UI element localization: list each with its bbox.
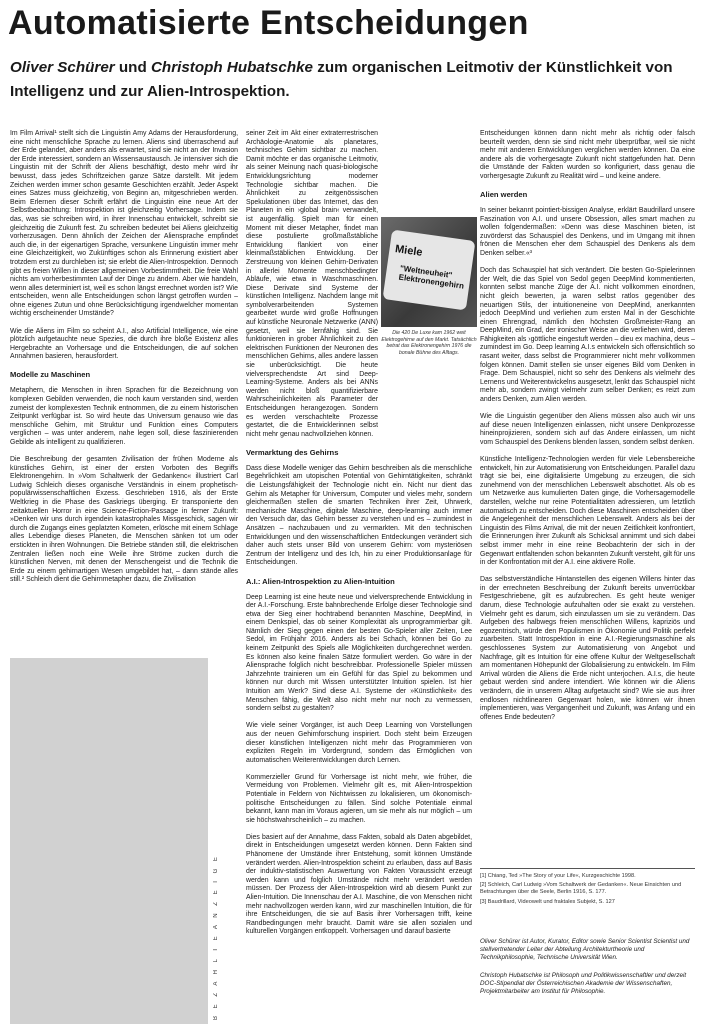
paragraph: Kommerzieller Grund für Vorhersage ist nicht mehr, wie früher, die Vermeidung von Problemen. Vielmehr gilt es, mit Alien-Introspektion Potentiale in Feldern von Nichtwissen zu lokalisieren, um ökonomisch-politische Entscheidungen zu fällen. Sind solche Potentiale einmal bekannt, kann man im Voraus agieren, um sie mehr als nur möglich – um sie höchstwahrscheinlich – zu machen.: [246, 773, 472, 824]
section-heading: A.I.: Alien-Introspektion zu Alien-Intuition: [246, 576, 395, 586]
miele-ad-photo: [381, 217, 477, 327]
advertisement-label: B E Z A H L T E A N Z E I G E: [213, 854, 219, 1020]
author-bio-1: Oliver Schürer ist Autor, Kurator, Editor sowie Senior Scientist Scientist und stellvertretender Leiter der Abteilung Architekturtheorie und Technikphilosophie, Technische Universität Wien.: [480, 938, 690, 961]
photo-slogan-text: "Weltneuheit" Elektronengehirn: [398, 263, 465, 291]
footnote: [3] Baudrillard, Videowelt und fraktales Subjekt, S. 127: [480, 898, 615, 905]
author-bio-2: Christoph Hubatschke ist Philosoph und Politikwissenschaftler und derzeit DOC-Stipendiat der Österreichischen Akademie der Wissenschaften, Projektmitarbeiter am Institut für Philosophie.: [480, 972, 687, 995]
paragraph: In seiner bekannt pointiert-bissigen Analyse, erklärt Baudrillard unsere Faszination von A.I. und unsere Obsession, alles smart machen zu wollen folgendermaßen: »Denn was diese Maschinen bieten, ist zuvörderst das Schauspiel des Denkens, und im Umgang mit ihnen frönen die Menschen eher dem Schauspiel des Denkens als dem Denken selber.«³: [480, 207, 695, 258]
author-2: Christoph Hubatschke: [150, 59, 313, 76]
paragraph: Entscheidungen können dann nicht mehr als richtig oder falsch beurteilt werden, denn sie sind nicht mehr überprüfbar, weil sie nicht mehr mit anderen Entwicklungen verglichen werden können. Da eine andere als die vorhergesagte Zukunft nicht stattgefunden hat. Denn die Umstände der Fakten wurden so konfiguriert, dass genau die vorhergesagte Zukunft zu Realität wird – und keine andere.: [480, 130, 695, 180]
article-subtitle: [10, 56, 700, 104]
paragraph: Dies basiert auf der Annahme, dass Fakten, sobald als Daten abgebildet, direkt in Entscheidungen umgesetzt werden können. Denn Fakten sind Phänomene der Umstände ihrer Entstehung, somit können Umstände verändert werden. Alien-Introspektion scheint zu erlauben, dass auf Basis der induktiv-statistischen Auswertung von Fakten Voraussicht erzeugt werden kann und folglich Umstände nicht mehr verändert werden müssen. Der Prozess der Alien-Introspektion wird ab diesem Punkt zur Alien-Intuition. Die Innenschau der A.I. Maschine, die von Menschen nicht mehr nachvollzogen werden kann, wird zur maschinellen Intuition, die für ihre Entscheidungen, die sie auf Basis ihrer Vorhersagen trifft, keine Randbedingungen mehr braucht. Damit wäre sie allen sozialen und kulturellen Vorgängen entkoppelt. Vorhersagen und darauf basierte: [246, 833, 472, 936]
paragraph: Metaphern, die Menschen in ihren Sprachen für die Bezeichnung von komplexen Gebilden verwenden, die noch kaum verstanden sind, werden zumeist der komplexesten Technik entnommen, die zu einem historischen Zeitpunkt verfügbar ist. So wird heute das Universum genauso wie das menschliche Gehirn, mit Struktur und Funktion eines Computers verglichen – was unter anderem, nahe legen soll, diese faszinierenden Gebilde als intelligent zu qualifizieren.: [10, 387, 238, 446]
subtitle-connector: und: [114, 59, 151, 76]
column-3: [480, 130, 695, 731]
column-1: [10, 130, 238, 594]
paragraph: Wie die Linguistin gegenüber den Aliens müssen also auch wir uns auf diese neuen Intelligenzen einlassen, nicht unsere Denkprozesse hineinprojizieren, sondern sich auf das Andere einlassen, um nicht vom Schauspiel des Denkens blenden lassen, sondern selbst denken.: [480, 413, 695, 446]
subtitle-text: zum organischen Leitmotiv der Künstlichkeit von Intelligenz und zur Alien-Introspektion.: [10, 59, 673, 100]
photo-caption: Die 420 De Luxe kam 1962 weit Elektrogehirne auf den Markt. Tatsächlich betrat das Elektronengehirn 1976 die bonale Bühne des Alltags.: [381, 330, 477, 356]
photo-brand-text: Miele: [394, 243, 424, 259]
footnotes: [480, 868, 695, 908]
paragraph: Wie viele seiner Vorgänger, ist auch Deep Learning von Vorstellungen aus der neuen Gehirnforschung inspiriert. Doch steht beim Erzeugen dieser künstlichen Intelligenzen nicht mehr das Programmieren von expliziten Regeln im Vordergrund, sondern das Ermöglichen von automatischen Weiterentwicklungen durch Lernen.: [246, 722, 472, 764]
section-heading: Alien werden: [480, 190, 528, 200]
article-title: Automatisierte Entscheidungen: [8, 4, 529, 42]
section-heading: Modelle zu Maschinen: [10, 370, 91, 380]
paragraph: Deep Learning ist eine heute neue und vielversprechende Entwicklung in der A.I.-Forschung. Erste bahnbrechende Erfolge dieser Technologie sind etwa der Sieg einer hochtrabend benannten Maschine, DeepMind, in einem Denkspiel, das ob seiner Komplexität als unprogrammierbar gilt. Nämlich der Sieg gegen einen der besten Go-Spieler aller Zeiten, Lee Sedol, im Frühjahr 2016. Anders als bei Schach, können bei Go zu keinem Zeitpunkt des Spiels alle Möglichkeiten durchgerechnet werden. Es können also keine finalen Sätze formuliert werden. Go wäre in der Aliensprache folglich nicht beschreibbar. Professionelle Spieler müssen Jahrzehnte trainieren um ein Gefühl für das Spiel zu bekommen und können nur durch mit Wissen unterstützter Intuition spielen. Ist hier Intuition am Werk? Sind diese A.I. Systeme der »Künstlichkeit« des Menschen fähig, die Welt also nicht mehr nur noch zu vermessen, sondern selbst zu gestalten?: [246, 593, 472, 713]
author-1: Oliver Schürer: [10, 59, 115, 76]
paragraph: Wie die Aliens im Film so scheint A.I., also Artificial Intelligence, wie eine plötzlich aufgetauchte neue Spezies, die durch ihre bloße Existenz alles Hergebrachte an Vorhersage und die Entscheidungen, die auf solchen Annahmen basieren, herausfordert.: [10, 327, 238, 361]
section-heading: Vermarktung des Gehirns: [246, 447, 339, 457]
paragraph: Künstliche Intelligenz-Technologien werden für viele Lebensbereiche entwickelt, hin zur Automatisierung von Entscheidungen. Parallel dazu trägt sie bei, eine digitalisierte Umgebung zu erzeugen, die sich zunehmend von der menschlichen Lebenswelt abschottet. Als ob es um Netzwerke aus kumulierten Daten ginge, die Vorhersagemodelle darstellen, welche nur reine Potentialitäten adressieren, um letztlich automatisch zu entscheiden. Doch diese Maschinen entscheiden über die Angelegenheit der menschlichen Lebenswelt. Anders als bei der Linguistin des Films Arrival, die mit der neuen Zeitlichkeit konfrontiert, die Erinnerungen ihrer Zukunft als Schicksal annimmt und sich dabei selbst immer mehr in eine reine Beobachterin der sich in der Gegenwart entfaltenden schon bekannten Zukunft versteht, gilt für uns in der Konfrontation mit der A.I. eine aktivere Rolle.: [480, 456, 695, 567]
paragraph: Dass diese Modelle weniger das Gehirn beschreiben als die menschliche Begehrlichkeit am utopischen Potential von Gehirntätigkeiten, schränkt die Leistungsfähigkeit der Technologie nicht ein. Nicht nur dient das Gehirn als Metapher für Universum, Computer und vieles mehr, sondern gleichermaßen stellen die smarten Techniken ihrer Zeit, Uhrwerk, mechanische Maschine, digitale Maschine, deep-learning auch immer den Versuch dar, das Gehirn besser zu verstehen und es – zumindest in Ansätzen – nachzubauen und zu vermarkten. Mit den technischen Entwicklungen und den wissenschaftlichen Entdeckungen verändert sich daher auch stets unser Bild von unserem Gehirn: vom mysteriösen Zentrum der Intelligenz und des Ich, hin zu einer Produktionsanlage für Entscheidungen.: [246, 464, 472, 567]
paragraph: seiner Zeit im Akt einer extraterrestrischen Archäologie-Anatomie als planetares, technisches Gehirn sichtbar zu machen. Damit möchte er das organische Leitmotiv, als seiner Meinung nach quasi-biologische Entwicklungsrichtung moderner Technologie sichtbar machen. Die Ähnlichkeit zu zeitgenössischen Spekulationen über das Internet, das den Planeten in ein ›global brain‹ verwandelt, ist augenfällig. Spielt man für einen Moment mit dieser Metapher, findet man diese postulierte großmaßstäbliche Entwicklung flankiert von einer kleinmaßstäblichen Entwicklung. Der Zerstreuung von kleinen Gehirn-Derivaten in allerlei Momente menschbedingter Abläufe, wie etwa in Waschmaschinen. Diese Derivate sind Systeme der künstlichen Intelligenz. Nachdem lange mit symbolverarbeitenden Systemen gearbeitet wurde wird große Hoffnungen auf künstliche Neuronale Netzwerke (ANN) gesetzt, weil sie lernfähig sind. Sie funktionieren in grober Ähnlichkeit zu den elektrischen Funktionen der Neuronen des menschlichen Gehirns, alles andere lassen sie unberücksichtigt. Die heute vielversprechendste Art sind Deep-Learning-Systeme. Anders als bei ANNs werden nicht bloß quantifizierbare Wahrscheinlichkeiten als Parameter der Entscheidungen herangezogen. Sondern es werden verschachtelte Prozesse gestartet, die die Entwicklerinnen selbst nicht mehr genau nachvollziehen können.: [246, 130, 378, 438]
advertisement-placeholder: [10, 658, 208, 1024]
footnote: [2] Schleich, Carl Ludwig »Vom Schaltwerk der Gedanken«. Neue Einsichten und Betrachtungen über die Seele, Berlin 1916, S. 177.: [480, 882, 682, 896]
paragraph: Doch das Schauspiel hat sich verändert. Die besten Go-Spielerinnen der Welt, die das Spiel von Sedol gegen DeepMind kommentierten, konnten selbst manche Züge der A.I. nicht vollkommen einordnen, nicht gleich bewerten, ja waren selbst ratlos gegenüber des neuartigen Stils, der intuitioneneine von DeepMind, anerkannten jedoch DeepMind und verliehen zum ersten Mal in der Geschichte einen Ehrengrad, nämlich den höchsten Großmeister-Rang an DeepMind, ein Grad, der ironischer Weise an die verliehen wird, deren Fähigkeiten als ›göttliche eingestuft werden – dieu ex machina, deus – zumindest im Go. Deep learning A.I.s entwickeln sich offensichtlich so rasant weiter, dass selbst die Programmierer nicht mehr vollkommen folgen können. Damit stellen sie unser eigenes Bild vom Denken in Frage. Dem Schauspiel, nicht so sehr des Denkens als vielmehr des Lernens und Weiterentwickelns ausgesetzt, lenkt das Schauspiel nicht mehr ab, sondern zwingt vielmehr zum selber Denken; es reizt zum anders Denken, zum Alien werden.: [480, 267, 695, 404]
paragraph: Die Beschreibung der gesamten Zivilisation der frühen Moderne als künstliches Gehirn, ist einer der ersten Vorboten des Begriffs Elektronengehirn. In »Vom Schaltwerk der Gedankenc« illustriert Carl Ludwig Schleich dieses organische Verständnis in einem prophetisch-populärwissenschaftlichen Exzess. Geschrieben 1916, als der Erste Weltkrieg in die Phase des Gaskriegs überging. Er transponierte den zeitaktuellen Horror in eine Science-Fiction-Passage in ferner Zukunft: »Denken wir uns durch irgendein katastrophales Missgeschick, sagen wir durch die Zugangs eines geplatzten Kometen, erlösche mit einem Schlage alles Lebendige dieses Planeten, die Menschen sänken tot um oder erstickten in ihren Wohnungen. Die Betriebe ständen still, die elektrischen Zentralen ließen noch eine Weile ihre Ströme zucken durch die künstlichen Nerven, mit denen der Menschengeist und die Technik die Erde zu einem gehirnartigen Wesen umgebildet hat, – dann stände alles still.² Schleich dient die Gehirnmetapher dazu, die Zivilisation: [10, 456, 238, 584]
paragraph: Das selbstverständliche Hintanstellen des eigenen Willens hinter das in der errechneten Beschreibung der Zukunft bereits unverrückbar Festgeschriebene, gilt es aufzubrechen. Es geht heute weniger darum, diese Technologie aufzuhalten oder sie exakt zu verstehen. Vielmehr geht es darum, sich einzulassen um sie zu verändern. Das Aufgeben des halbwegs freien menschlichen Willens, kapriziös und egozentrisch, würde den Populismen in Ökonomie und Politik perfekt zuarbeiten. Statt Introspektion in eine A.I.-Regierungsmaschine als geschlossenes System zur Automatisierung von Angebot und Nachfrage, gilt es Intuition für eine offene Kultur der Weltgesellschaft am momentanen Höhepunkt der Globalisierung zu entwickeln. Im Film Arrival würden die Aliens die Erde nicht unterjochen. A.I.s, die heute gebaut werden sind andere intendiert. Wie können wir die Aliens verändern, die in unserem Alltag aufgetaucht sind? Wie sie aus ihrer endlosen nichtlinearen Gegenwart holen, wie können wir ihnen implementieren, was Vergangenheit und Zukunft, was Anfang und ein offenes Ende bedeuten?: [480, 576, 695, 721]
paragraph: Im Film Arrival¹ stellt sich die Linguistin Amy Adams der Herausforderung, eine nicht menschliche Sprache zu lernen. Aliens sind überraschend auf der Erde gelandet, aber anders als erwartet, sind sie nicht an der Invasion der Erde interessiert, sondern an Wissensaustausch. Je intensiver sich die Linguistin mit der Schrift der Aliens beschäftigt, desto mehr wird ihr bewusst, dass jedes Schriftzeichen ganze Sätze darstellt. Mit jedem Zeichen werden immer schon gesamte Geschichten erzählt. Jeder Aspekt eines Satzes muss gleichzeitig, von Beginn an, mitgeschrieben werden. Beim Erlernen dieser Schrift erfährt die Linguistin eine neue Art der Selbstbeobachtung: Introspektion ist gleichzeitig Vorhersage. Indem sie das, was sie schreiben wird, in ihrer Innenschau entwickelt, schreibt sie gleichzeitig die Zukunft fest. Zu schreiben bedeutet bei Aliens gleichzeitig vorherzusagen. Denn ähnlich der Zeichen der Aliensprache empfindet auch die, in der eigenartigen Sprache, versunkene Linguistin immer mehr eine Gleichzeitigkeit, wo Zukünftiges schon als Erinnerung existiert aber trotzdem erst zu durchleben ist; sie erlebt die Alien-Introspektion. Dennoch gibt es freien Willen in dieser allgemeinen Vorbestimmtheit. Die freie Wahl nichts am vorherbestimmten Lauf der Dinge zu ändern. Aber wie handeln, wenn alles determiniert ist, weil es schon längst errechnet worden ist? Wie entscheiden, wenn alle Entscheidungen schon längst getroffen wurden – ohne eigenes Zutun und ohne Berücksichtigung irgendwelcher momentan wichtig erscheinender Umstände?: [10, 130, 238, 318]
footnote: [1] Chiang, Ted »The Story of your Life«, Kurzgeschichte 1998.: [480, 873, 636, 879]
